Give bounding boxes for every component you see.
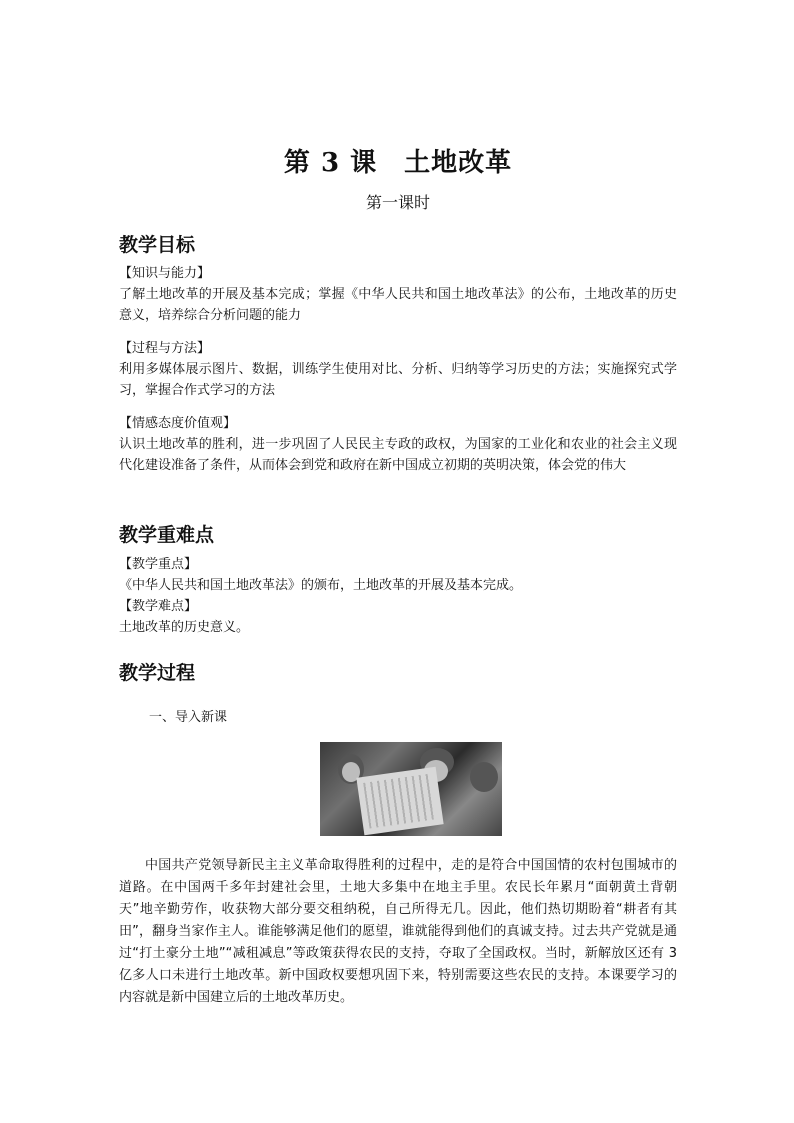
photo-figure bbox=[470, 762, 498, 792]
text-emotion: 认识土地改革的胜利，进一步巩固了人民民主专政的政权，为国家的工业化和农业的社会主义现代化建设准备了条件，从而体会到党和政府在新中国成立初期的英明决策，体会党的伟大 bbox=[119, 437, 677, 473]
intro-paragraph: 中国共产党领导新民主主义革命取得胜利的过程中，走的是符合中国国情的农村包围城市的道路。在中国两千多年封建社会里，土地大多集中在地主手里。农民长年累月“面朝黄土背朝天”地辛勤劳作，收获物大部分要交租纳税，自己所得无几。因此，他们热切期盼着“耕者有其田”，翻身当家作主人。谁能够满足他们的愿望，谁就能得到他们的真诚支持。过去共产党就是通过“打土豪分土地”“减租减息”等政策获得农民的支持，夺取了全国政权。当时，新解放区还有 3 亿多人口未进行土地改革。新中国政权要想巩固下来，特别需要这些农民的支持。本课要学习的内容就是新中国建立后的土地改革历史。 bbox=[119, 858, 677, 1005]
heading-keypoints: 教学重难点 bbox=[119, 524, 215, 546]
lesson-subtitle: 第一课时 bbox=[365, 193, 430, 212]
text-process-method: 利用多媒体展示图片、数据，训练学生使用对比、分析、归纳等学习历史的方法；实施探究式学习，掌握合作式学习的方法 bbox=[119, 362, 677, 398]
text-knowledge: 了解土地改革的开展及基本完成；掌握《中华人民共和国土地改革法》的公布，土地改革的历史意义，培养综合分析问题的能力 bbox=[119, 287, 677, 323]
text-focus: 《中华人民共和国土地改革法》的颁布，土地改革的开展及基本完成。 bbox=[119, 578, 523, 593]
label-emotion: 【情感态度价值观】 bbox=[119, 416, 237, 431]
step-intro: 一、导入新课 bbox=[149, 710, 228, 725]
label-knowledge: 【知识与能力】 bbox=[119, 266, 211, 281]
label-process-method: 【过程与方法】 bbox=[119, 341, 211, 356]
heading-process: 教学过程 bbox=[119, 662, 196, 684]
label-difficulty: 【教学难点】 bbox=[119, 599, 198, 614]
heading-objectives: 教学目标 bbox=[119, 234, 196, 256]
lesson-title: 第 3 课 土地改革 bbox=[283, 148, 513, 178]
photo-document bbox=[356, 767, 443, 836]
text-difficulty: 土地改革的历史意义。 bbox=[119, 620, 250, 635]
historical-photo bbox=[320, 742, 502, 836]
label-focus: 【教学重点】 bbox=[119, 557, 198, 572]
